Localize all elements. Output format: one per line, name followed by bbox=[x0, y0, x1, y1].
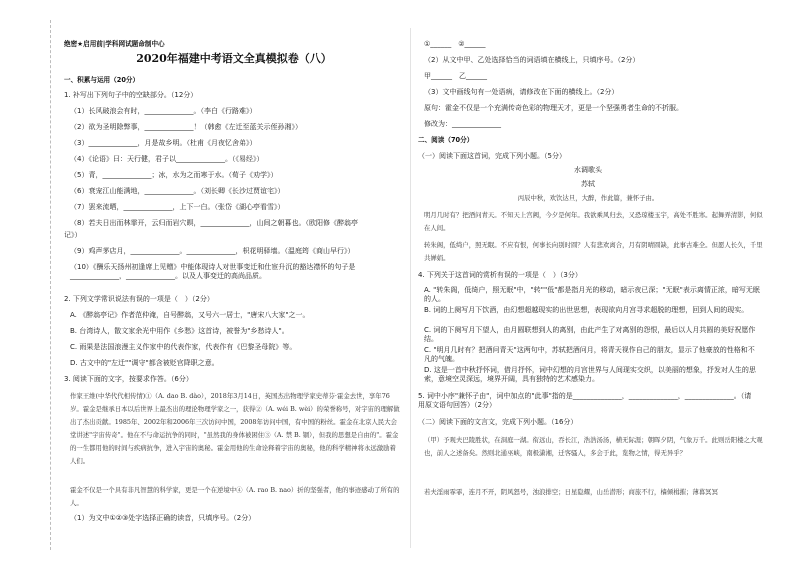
option-c2: C. "明月几时有？把酒问青天"这两句中，苏轼把酒问月，将青天视作自己的朋友，显示了他豪放的性格和不凡的气魄。 bbox=[424, 346, 755, 363]
option-b: B. 词的上阕写月下饮酒，由幻想超越现实的出世思想，表现欲向月宫寻求超脱的理想，回到人间的现实。 bbox=[424, 306, 749, 314]
option-c: C. 雨果是法国浪漫主义作家中的代表作家，代表作有《巴黎圣母院》等。 bbox=[70, 343, 297, 351]
option-a: A. "转朱阁，低绮户，照无眠"中，"转""低"都是指月光的移动，暗示夜已深；"无眠"表示离情正浓，暗写无眠的人。 bbox=[424, 286, 760, 303]
poem-text: 转朱阁，低绮户，照无眠。不应有恨，何事长向别时圆？人有悲欢离合，月有阴晴圆缺，此事古难全。但愿人长久，千里共婵娟。 bbox=[424, 241, 763, 262]
option-d: D. 古文中的"左迁""调守"都含被贬官降职之意。 bbox=[70, 359, 219, 367]
confidential-label: 绝密★启用前|学科网试题命制中心 bbox=[64, 40, 165, 48]
question-item: （8）若夫日出而林霏开，云归而岩穴暝，______________，山间之朝暮也。（欧阳修《醉翁亭 bbox=[70, 219, 358, 227]
question-text: 2. 下列文学常识说法有误的一项是（ ）（2分） bbox=[64, 295, 214, 303]
classical-passage: （甲）予观夫巴陵胜状，在洞庭一湖。衔远山，吞长江，浩浩汤汤，横无际涯；朝晖夕阴，气象万千。此则岳阳楼之大观也，前人之述备矣。然则北通巫峡，南极潇湘，迁客骚人，多会于此，览物之情，得无异乎？ bbox=[424, 436, 763, 457]
option-c: C. 词的下阕写月下望人，由月圆联想到人的离别，由此产生了对离别的怨恨，最后以人月共圆的美好祝愿作结。 bbox=[424, 326, 756, 343]
original-sentence: 原句：霍金不仅是一个充满传奇色彩的物理天才，更是一个坚强勇者生命的不折服。 bbox=[424, 104, 683, 112]
passage: 作家王维(中华代代相传情)①（A. dao B. dào），2018年3月14日，英国杰出物理学家史蒂芬·霍金去世，享年76岁。霍金是继承日本以后世界上最杰出的理论物理学家之一，获得②（A. wéi B. wèi）的荣誉称号，对宇宙的理解做出了杰出贡献。1985年、2002年和2006年三次访问中国，2008年访问中国，有中国的粉丝。霍金在北京人民大会堂讲述"宇宙传奇"。他在不与命运抗争的同时，"虽然我的身体被困住③（A. 禁 B. 锢），但我的思想是自由的"。霍金的一生都用他的时间与疾病抗争，进入宇宙的奥秘。霍金用他的生命诠释着宇宙的奥秘，他的科学精神将永远激励着人们。 bbox=[70, 392, 400, 465]
answer-blank: 甲______ 乙______ bbox=[424, 72, 487, 80]
revision-blank: 修改为：______________ bbox=[424, 120, 501, 128]
question-text: （一）阅读下面这首词，完成下列小题。（5分） bbox=[418, 152, 566, 160]
question-item: （2）从文中甲、乙处选择恰当的词语填在横线上，只填序号。（2分） bbox=[424, 56, 640, 64]
option-a: A. 《醉翁亭记》作者范仲淹，自号醉翁，又号六一居士，"唐宋八大家"之一。 bbox=[70, 311, 310, 319]
question-item: （3）______________，月是故乡明。（杜甫《月夜忆舍弟》） bbox=[70, 139, 257, 147]
poem-text: 明月几时有？把酒问青天。不知天上宫阙，今夕是何年。我欲乘风归去，又恐琼楼玉宇，高处不胜寒。起舞弄清影，何似在人间。 bbox=[424, 211, 763, 232]
question-text: 1. 补写出下列句子中的空缺部分。（12分） bbox=[64, 91, 198, 99]
question-text: 3. 阅读下面的文字，按要求作答。（6分） bbox=[64, 375, 193, 383]
page-title: 2020年福建中考语文全真模拟卷（八） bbox=[136, 52, 332, 65]
question-text: 5. 词中小序"兼怀子由"，词中加点的"此事"指的是______________，______________，______________。（请用原文语句回答）（2分） bbox=[418, 392, 752, 409]
poem-title: 水调歌头 bbox=[574, 166, 602, 174]
question-text: 4. 下列关于这首词的赏析有误的一项是（ ）（3分） bbox=[418, 271, 582, 279]
poem-preface: 丙辰中秋，欢饮达旦，大醉，作此篇，兼怀子由。 bbox=[517, 194, 659, 202]
question-item: （5）青，______________；冰，水为之而寒于水。（荀子《劝学》） bbox=[70, 171, 278, 179]
classical-passage: 若夫淫雨霏霏，连月不开，阴风怒号，浊浪排空；日星隐耀，山岳潜形；商旅不行，樯倾楫摧；薄暮冥冥 bbox=[424, 488, 718, 496]
question-item: （7）罢来流晒，______________，上下一白。（张岱《湖心亭看雪》） bbox=[70, 203, 285, 211]
question-text: （二）阅读下面的文言文，完成下列小题。（16分） bbox=[418, 418, 578, 426]
question-item: （3）文中画线句有一处语病，请修改在下面的横线上。（2分） bbox=[424, 88, 619, 96]
question-item: （10）《酬乐天扬州初逢席上见赠》中能体现诗人对世事变迁和仕宦升沉的豁达襟怀的句子是______________，______________。以及人事变迁的高尚品质。 bbox=[70, 263, 356, 280]
question-item: （4）《论语》曰：天行健，君子以______________。（《易经》） bbox=[70, 155, 264, 163]
question-item: 记》） bbox=[64, 231, 82, 239]
section-heading: 一、积累与运用（20分） bbox=[64, 76, 140, 84]
section-heading: 二、阅读（70分） bbox=[418, 136, 474, 144]
binding-margin bbox=[14, 20, 51, 550]
question-item: （9）鸡声茅店月，______________。______________，枳花明驿墙。（温庭筠《商山早行》） bbox=[70, 247, 355, 255]
passage: 霍金不仅是一个具有非凡智慧的科学家，更是一个在逆境中④（A. rao B. nao）折的坚强者，他的事迹感动了所有的人。 bbox=[70, 486, 400, 507]
option-d: D. 这是一首中秋抒怀词，借月抒怀，词中幻想的月宫世界与人间现实交织，以美丽的想象，抒发对人生的思索，意境空灵深远，境界开阔，具有独特的艺术感染力。 bbox=[424, 366, 756, 383]
column-divider bbox=[410, 28, 411, 548]
question-item: （2）欲为圣明除弊事，______________！（韩愈《左迁至蓝关示侄孙湘》） bbox=[70, 123, 302, 131]
option-b: B. 台湾诗人，散文家余光中用作《乡愁》这首诗，被誉为"乡愁诗人"。 bbox=[70, 327, 289, 335]
question-item: （1）长风破浪会有时，______________。（李白《行路难》） bbox=[70, 107, 257, 115]
question-item: （6）衰宠江山能满地，______________。（刘长卿《长沙过贾谊宅》） bbox=[70, 187, 285, 195]
poem-author: 苏轼 bbox=[581, 180, 595, 188]
question-item: （1）为文中①②③处字选择正确的读音，只填序号。（2分） bbox=[70, 514, 256, 522]
answer-blank: ①______ ②______ bbox=[424, 40, 486, 48]
